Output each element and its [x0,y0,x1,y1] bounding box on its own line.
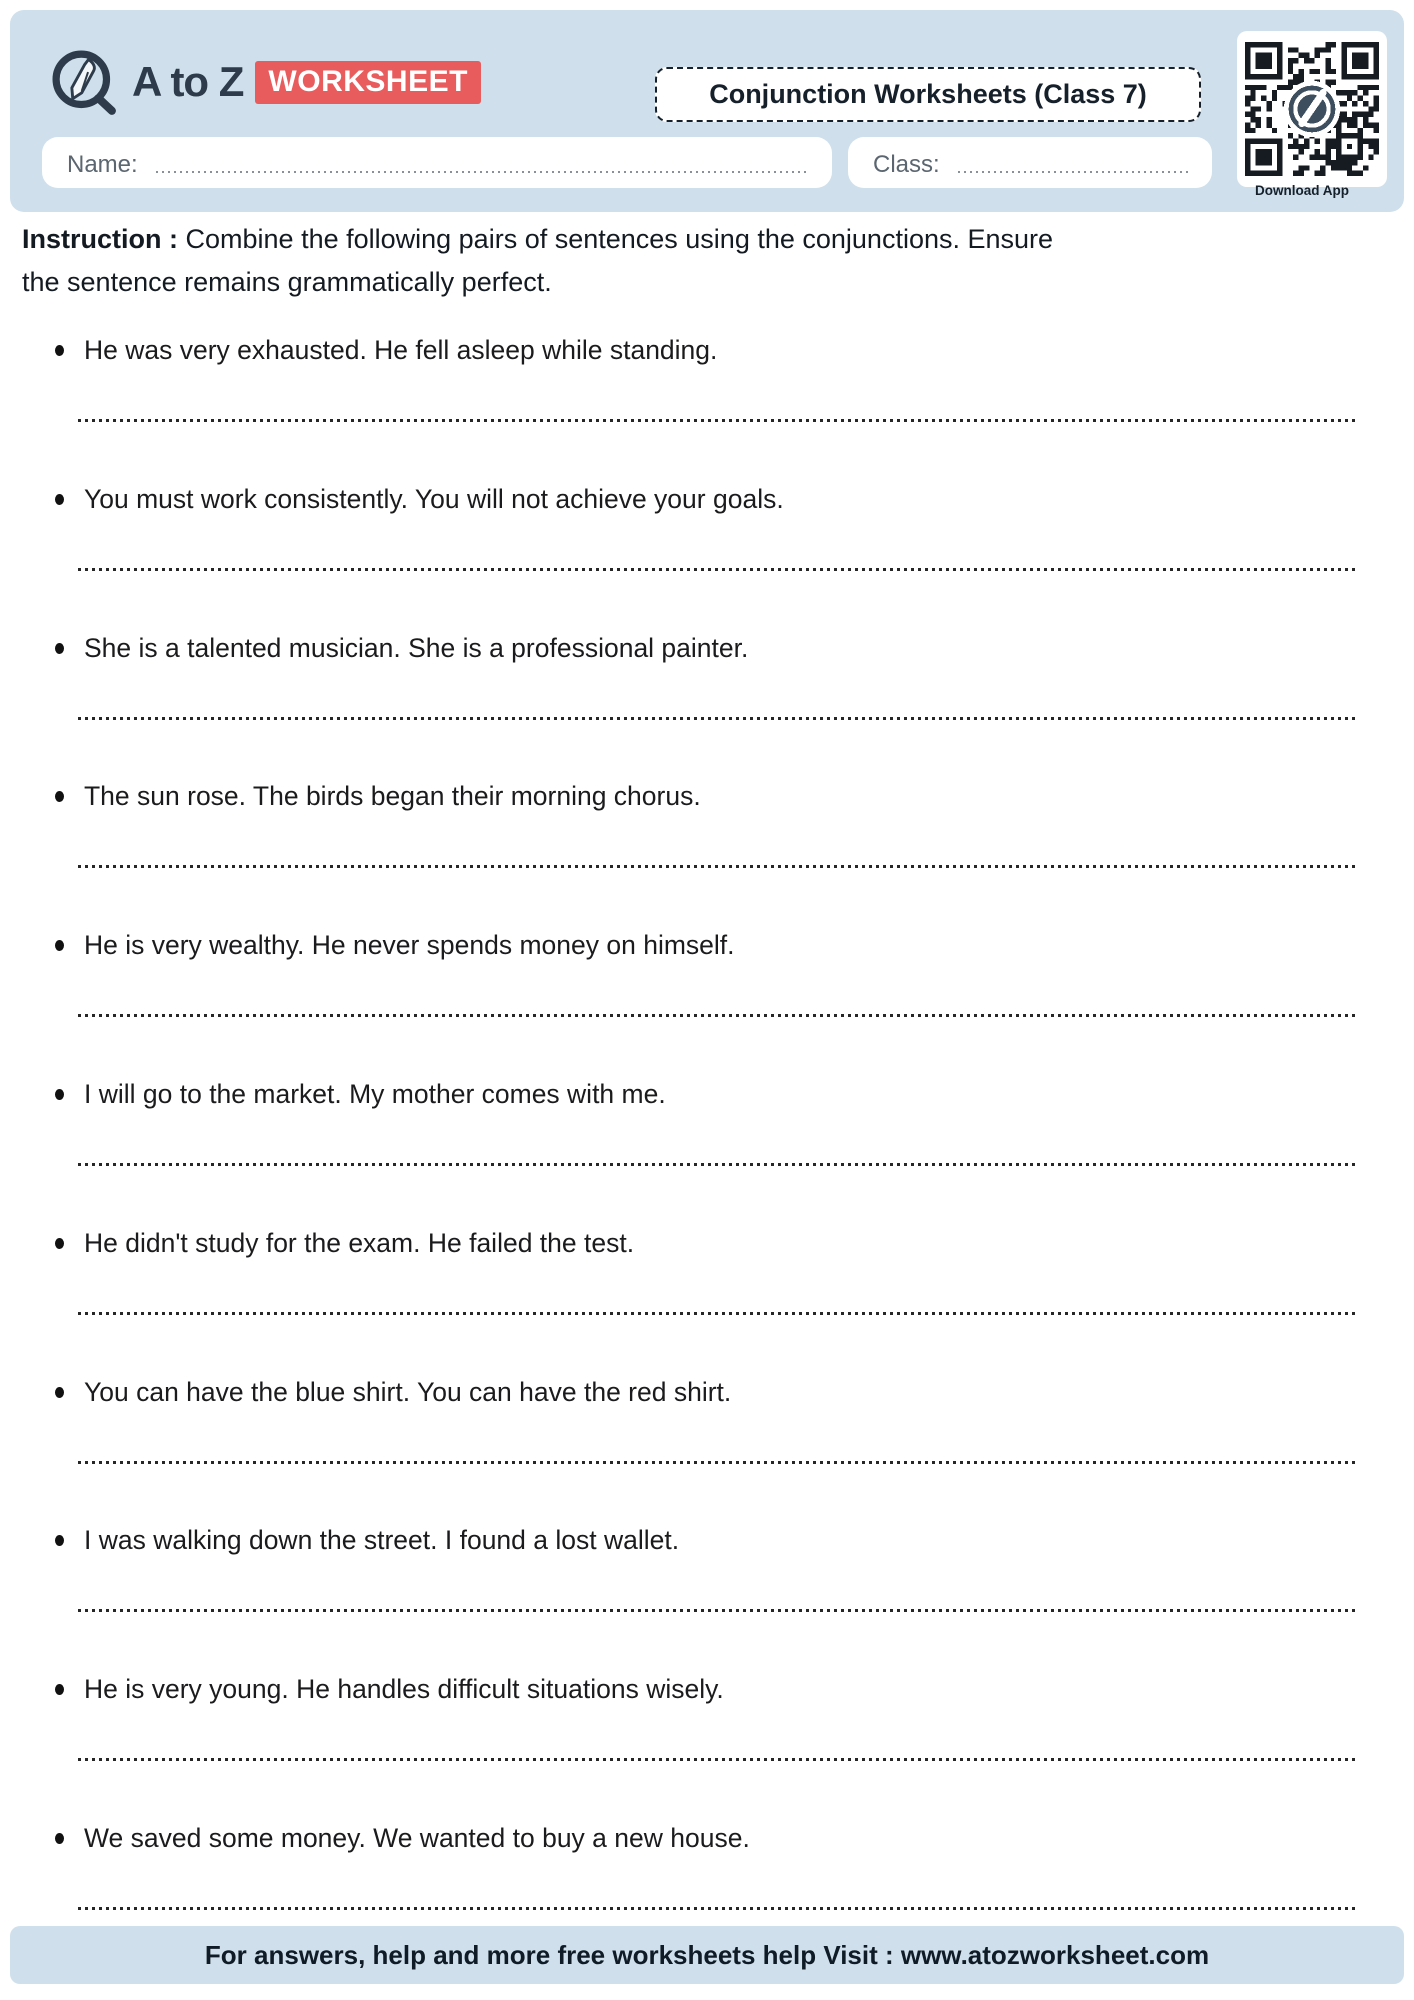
sentence-pair-text: We saved some money. We wanted to buy a new house. [84,1822,750,1853]
answer-write-in-line[interactable] [78,865,1355,868]
bullet-icon [55,1684,64,1695]
worksheet-item [0,1074,1414,1223]
worksheet-item [0,1372,1414,1521]
class-field [848,137,1212,188]
worksheet-item [0,628,1414,777]
worksheet-item [0,1520,1414,1669]
name-field [42,137,832,188]
bullet-icon [55,643,64,654]
sentence-pair-text: He was very exhausted. He fell asleep while standing. [84,335,718,365]
sentence-pair-text: He is very young. He handles difficult situations wisely. [84,1674,724,1705]
bullet-icon [55,1387,64,1398]
worksheet-item [0,330,1414,479]
bullet-icon [55,494,64,505]
class-label: Class: [873,151,940,178]
instruction [22,218,1392,304]
sentence-pair-text: She is a talented musician. She is a professional painter. [84,632,749,663]
footer-text: For answers, help and more free worksheets help Visit : www.atozworksheet.com [204,1939,1210,1970]
worksheet-item [0,776,1414,925]
qr-caption: Download App [1255,183,1349,198]
sentence-pair-text: The sun rose. The birds began their morning chorus. [84,781,701,812]
answer-write-in-line[interactable] [78,1609,1355,1612]
page-title: Conjunction Worksheets (Class 7) [709,79,1147,109]
worksheet-item [0,1223,1414,1372]
sentence-pair-text: I will go to the market. My mother comes with me. [84,1078,666,1109]
answer-write-in-line[interactable] [78,1461,1355,1464]
pen-circle-logo-icon [48,46,120,118]
worksheet-title-box [655,67,1201,122]
brand [48,44,481,120]
worksheet-item [0,925,1414,1074]
bullet-icon [55,1833,64,1844]
sentence-pair-text: You must work consistently. You will not achieve your goals. [84,483,784,514]
answer-write-in-line[interactable] [78,1014,1355,1017]
sentence-pair-text: He is very wealthy. He never spends money on himself. [84,930,735,961]
qr-code [1237,31,1387,187]
instruction-label: Instruction : [22,224,178,254]
bullet-icon [55,791,64,802]
footer [10,1926,1404,1984]
sentence-pair-text: I was walking down the street. I found a lost wallet. [84,1525,680,1556]
sentence-pair-text: You can have the blue shirt. You can have the red shirt. [84,1376,732,1407]
header [10,10,1404,212]
exercise-list [0,330,1414,1967]
bullet-icon [55,1238,64,1249]
bullet-icon [55,345,64,356]
bullet-icon [55,940,64,951]
answer-write-in-line[interactable] [78,568,1355,571]
worksheet-item [0,479,1414,628]
brand-badge: WORKSHEET [255,61,481,104]
name-fill-in-line[interactable] [156,171,808,173]
name-label: Name: [67,151,138,178]
answer-write-in-line[interactable] [78,419,1355,422]
instruction-line-1 [22,218,1392,261]
sentence-pair-text: He didn't study for the exam. He failed the test. [84,1227,635,1258]
bullet-icon [55,1089,64,1100]
answer-write-in-line[interactable] [78,1907,1355,1910]
bullet-icon [55,1535,64,1546]
worksheet-item [0,1669,1414,1818]
brand-name: A to Z [132,58,244,105]
instruction-text-2: the sentence remains grammatically perfect. [22,267,552,297]
class-fill-in-line[interactable] [958,171,1188,173]
answer-write-in-line[interactable] [78,1758,1355,1761]
instruction-text-1: Combine the following pairs of sentences using the conjunctions. Ensure [185,224,1054,254]
answer-write-in-line[interactable] [78,1312,1355,1315]
answer-write-in-line[interactable] [78,717,1355,720]
answer-write-in-line[interactable] [78,1163,1355,1166]
